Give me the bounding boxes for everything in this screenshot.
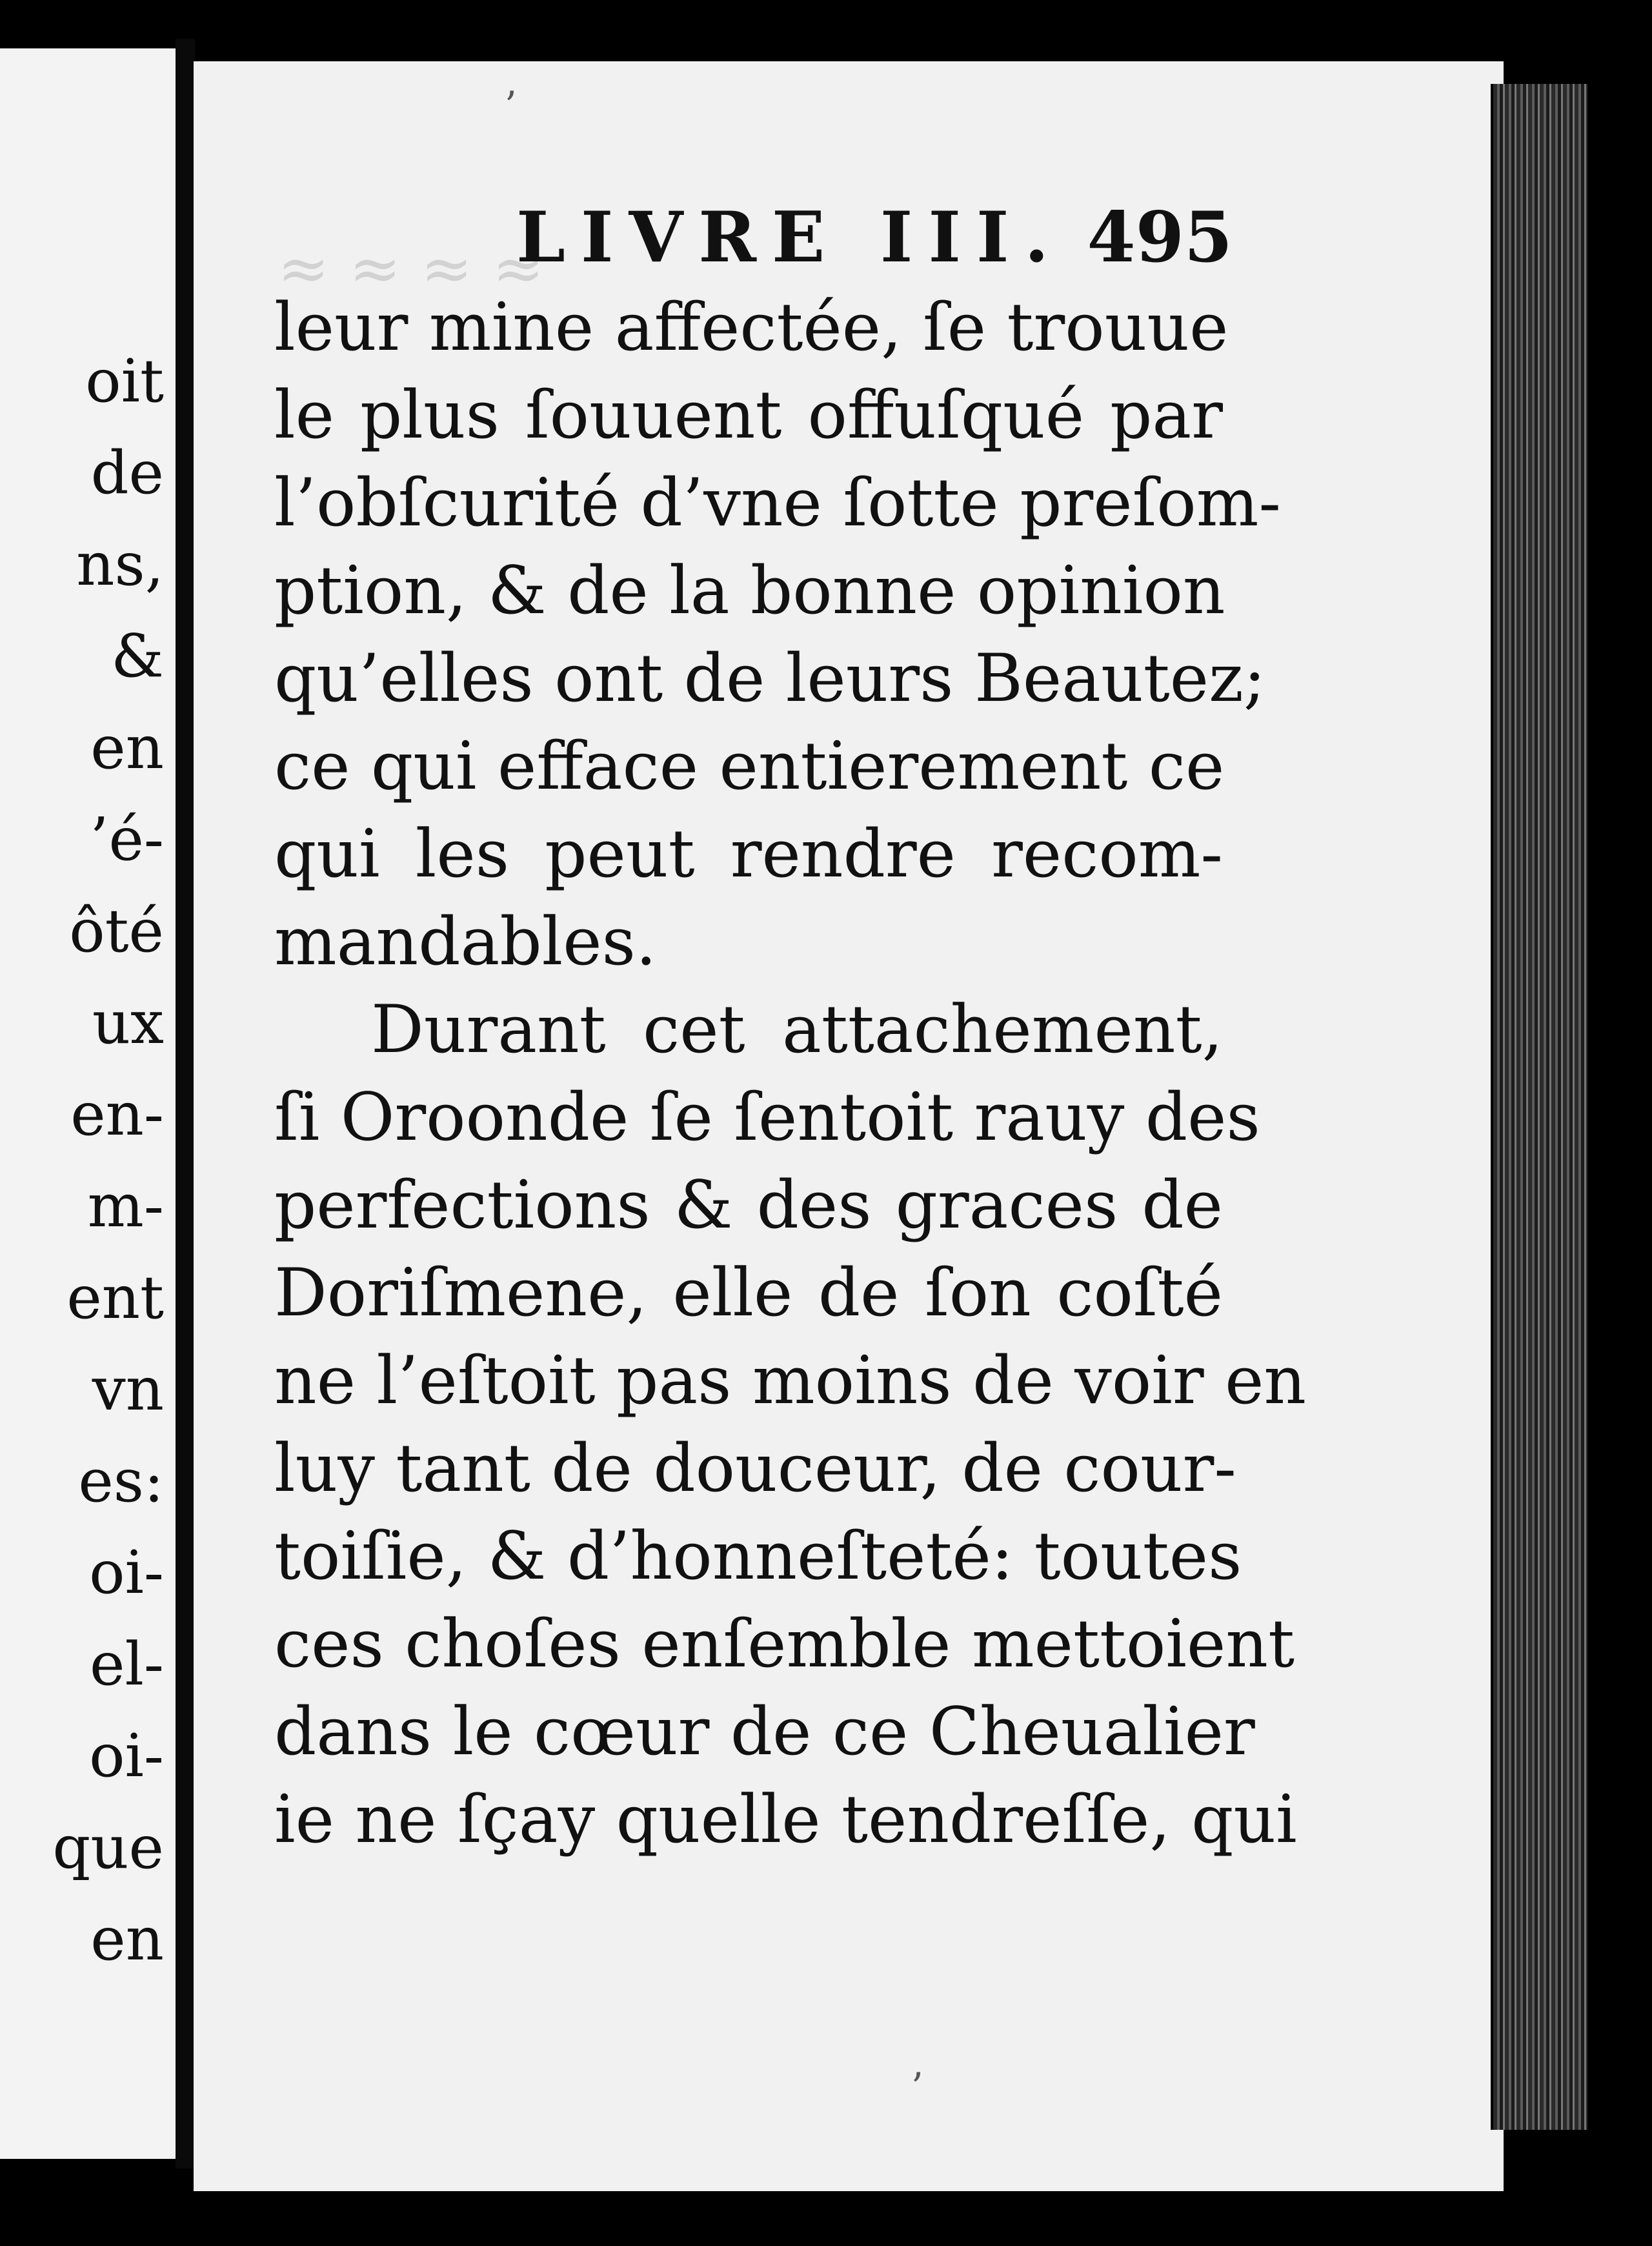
show-through-texture: ≈ ≈ ≈ ≈ xyxy=(277,232,545,305)
left-fragment: ôté xyxy=(69,896,164,966)
text-line: ne l’eſtoit pas moins de voir en xyxy=(274,1342,1307,1419)
text-line: l’obſcurité d’vne ſotte preſom- xyxy=(274,465,1281,541)
text-line: dans le cœur de ce Cheualier xyxy=(274,1694,1255,1770)
page-edges xyxy=(1491,84,1590,2130)
paragraph-start-line: Durant cet attachement, xyxy=(371,991,1223,1068)
left-fragment: ns, xyxy=(76,530,164,599)
left-fragment: oi- xyxy=(89,1538,164,1607)
text-line: le plus ſouuent offuſqué par xyxy=(274,377,1223,454)
left-fragment: ’é- xyxy=(90,805,164,874)
page-header xyxy=(516,197,1233,281)
running-head: LIVRE III. xyxy=(516,197,1065,278)
background-edge xyxy=(1587,0,1652,2246)
left-fragment: & xyxy=(111,622,164,691)
left-fragment: en xyxy=(90,1905,164,1974)
left-fragment: en- xyxy=(70,1080,164,1149)
left-fragment: de xyxy=(90,438,164,507)
left-fragment: oit xyxy=(85,347,164,416)
text-line: toiſie, & d’honneſteté: toutes xyxy=(274,1518,1242,1595)
left-fragment: oi- xyxy=(89,1721,164,1790)
left-fragment: es: xyxy=(78,1446,164,1515)
text-line: ption, & de la bonne opinion xyxy=(274,552,1225,629)
text-line: ce qui efface entierement ce xyxy=(274,728,1225,805)
left-fragment: ux xyxy=(92,988,164,1057)
left-fragment: ent xyxy=(66,1263,164,1332)
text-line: ie ne ſçay quelle tendreſſe, qui xyxy=(274,1781,1297,1858)
text-line: perfections & des graces de xyxy=(274,1167,1223,1244)
text-line: leur mine affectée, ſe trouue xyxy=(274,289,1229,366)
text-line: ces choſes enſemble mettoient xyxy=(274,1606,1295,1683)
left-fragment: m- xyxy=(87,1171,164,1240)
text-line: mandables. xyxy=(274,904,657,980)
left-fragment: el- xyxy=(90,1630,164,1699)
text-line: luy tant de douceur, de cour- xyxy=(274,1430,1236,1507)
left-fragment: en xyxy=(90,713,164,782)
text-line: qui les peut rendre recom- xyxy=(274,816,1223,893)
text-line: Doriſmene, elle de ſon coſté xyxy=(274,1255,1223,1331)
body-text xyxy=(274,284,1307,1864)
left-fragment: vn xyxy=(92,1355,164,1424)
ink-speck: ʼ xyxy=(910,2065,923,2110)
ink-speck: ʼ xyxy=(503,84,516,129)
left-page xyxy=(0,48,182,2159)
page-number: 495 xyxy=(1087,197,1233,278)
text-line: ſi Oroonde ſe ſentoit rauy des xyxy=(274,1079,1260,1156)
left-fragment: que xyxy=(52,1813,164,1882)
book-gutter xyxy=(176,39,195,2169)
text-line: qu’elles ont de leurs Beautez; xyxy=(274,640,1266,717)
